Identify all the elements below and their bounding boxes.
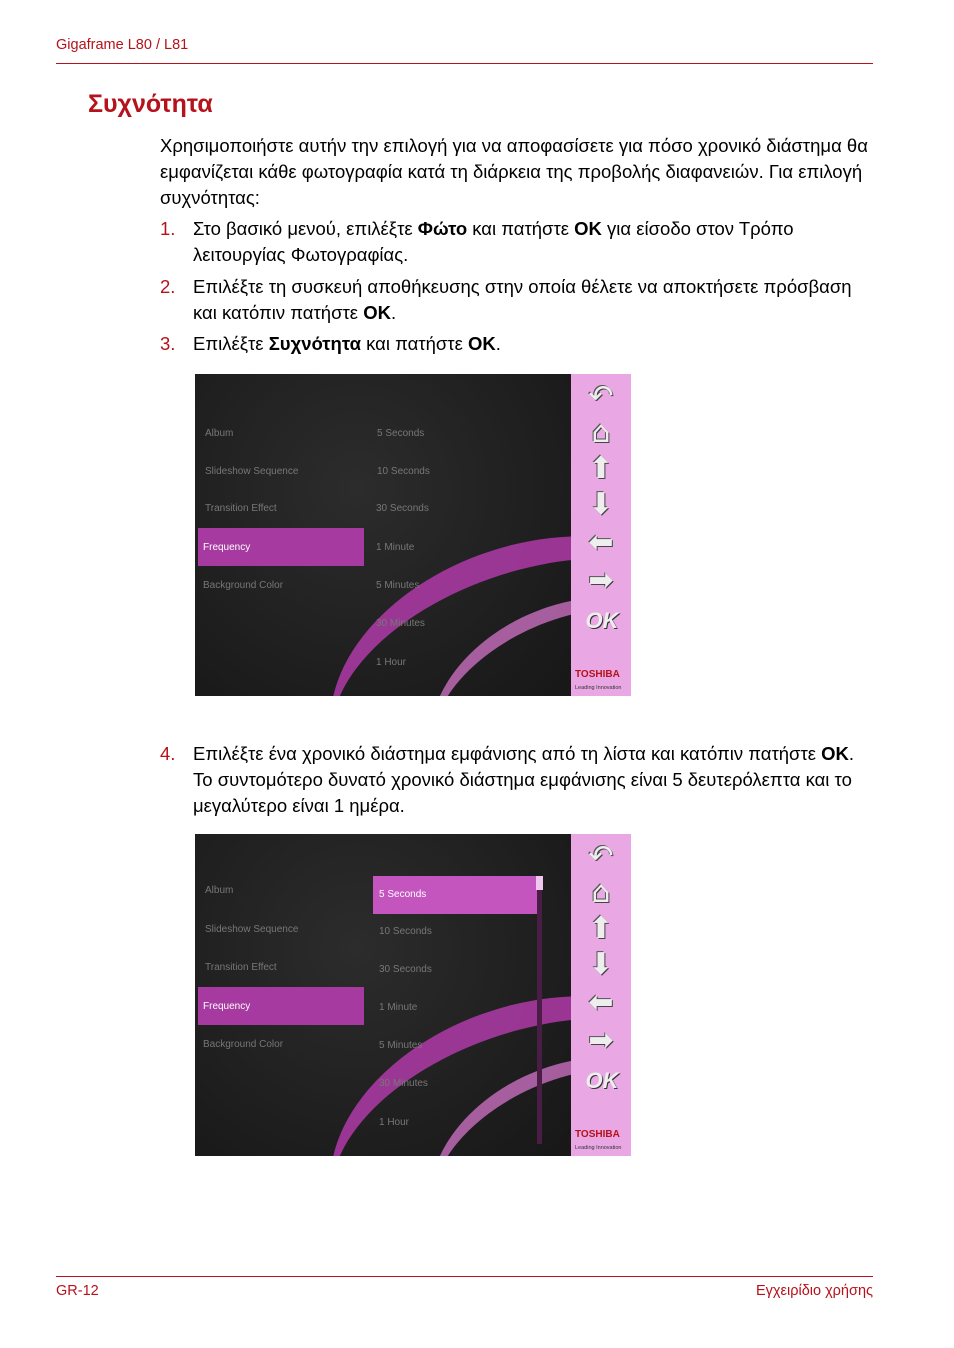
menu-item-transition-effect: Transition Effect: [205, 962, 277, 973]
running-header: Gigaframe L80 / L81: [56, 37, 189, 53]
ok-button[interactable]: OK: [585, 608, 619, 633]
menu-item-album: Album: [205, 885, 234, 896]
step-text: Επιλέξτε Συχνότητα και πατήστε OK.: [193, 333, 501, 354]
scrollbar-thumb[interactable]: [536, 876, 543, 890]
scrollbar[interactable]: [537, 876, 542, 1144]
home-icon[interactable]: ⌂: [591, 875, 611, 910]
step-4: [160, 741, 872, 819]
up-arrow-icon[interactable]: ⬆: [588, 911, 614, 946]
step-2: [160, 274, 872, 326]
back-arrow-icon[interactable]: ↶: [588, 379, 614, 414]
step-text: Επιλέξτε ένα χρονικό διάστημα εμφάνισης από τη λίστα και κατόπιν πατήστε OK. Το συντομότερο δυνατό χρονικό διάστημα εμφάνισης είναι 5 δευτερόλεπτα και το μεγαλύτερο είναι 1 ημέρα.: [193, 743, 855, 816]
section-title: Συχνότητα: [88, 90, 213, 118]
left-arrow-icon[interactable]: ⬅: [588, 525, 614, 560]
option-selected[interactable]: 5 Seconds: [379, 889, 427, 900]
page-number: GR-12: [56, 1283, 99, 1299]
right-arrow-icon[interactable]: ➡: [588, 1023, 614, 1058]
option[interactable]: 30 Minutes: [379, 1078, 428, 1089]
footer-rule: [56, 1276, 873, 1277]
menu-item-background-color: Background Color: [203, 580, 284, 591]
step-text: Επιλέξτε τη συσκευή αποθήκευσης στην οποία θέλετε να αποκτήσετε πρόσβαση και κατόπιν πατήστε OK.: [193, 276, 852, 323]
option[interactable]: 10 Seconds: [379, 926, 432, 937]
step-number: 3.: [160, 333, 176, 354]
header-rule: [56, 63, 873, 64]
option: 5 Seconds: [377, 428, 425, 439]
option: 1 Minute: [376, 542, 415, 553]
menu-item-slideshow-sequence: Slideshow Sequence: [205, 466, 299, 477]
option[interactable]: 30 Seconds: [379, 964, 432, 975]
toshiba-logo: TOSHIBA: [575, 1129, 620, 1140]
menu-item-transition-effect: Transition Effect: [205, 503, 277, 514]
navigation-panel: [571, 834, 631, 1156]
option: 5 Minutes: [376, 580, 420, 591]
step-3: [160, 331, 872, 357]
option: 1 Hour: [376, 657, 407, 668]
option: 30 Minutes: [376, 618, 425, 629]
step-number: 4.: [160, 743, 176, 764]
menu-item-album: Album: [205, 428, 234, 439]
intro-paragraph: Χρησιμοποιήστε αυτήν την επιλογή για να αποφασίσετε για πόσο χρονικό διάστημα θα εμφανίζεται κάθε φωτογραφία κατά τη διάρκεια της προβολής διαφανειών. Για επιλογή συχνότητας:: [160, 135, 868, 208]
menu-item-slideshow-sequence: Slideshow Sequence: [205, 924, 299, 935]
option: 10 Seconds: [377, 466, 430, 477]
down-arrow-icon[interactable]: ⬇: [588, 487, 614, 522]
ok-button[interactable]: OK: [585, 1068, 619, 1093]
step-number: 2.: [160, 276, 176, 297]
device-screenshot-frequency-options: [195, 834, 631, 1156]
home-icon[interactable]: ⌂: [591, 415, 611, 450]
navigation-panel: [571, 374, 631, 696]
step-text: Στο βασικό μενού, επιλέξτε Φώτο και πατήστε OK για είσοδο στον Τρόπο λειτουργίας Φωτογραφίας.: [193, 218, 794, 265]
option: 30 Seconds: [376, 503, 429, 514]
up-arrow-icon[interactable]: ⬆: [588, 451, 614, 486]
tagline: Leading Innovation: [575, 1145, 622, 1151]
toshiba-logo: TOSHIBA: [575, 669, 620, 680]
step-number: 1.: [160, 218, 176, 239]
menu-item-frequency: Frequency: [203, 1001, 251, 1012]
menu-item-frequency: Frequency: [203, 542, 251, 553]
device-screenshot-frequency-menu: [195, 374, 631, 696]
down-arrow-icon[interactable]: ⬇: [588, 947, 614, 982]
option[interactable]: 5 Minutes: [379, 1040, 423, 1051]
back-arrow-icon[interactable]: ↶: [588, 839, 614, 874]
option[interactable]: 1 Hour: [379, 1117, 410, 1128]
tagline: Leading Innovation: [575, 685, 622, 691]
step-1: [160, 216, 872, 268]
menu-item-background-color: Background Color: [203, 1039, 284, 1050]
left-arrow-icon[interactable]: ⬅: [588, 985, 614, 1020]
option[interactable]: 1 Minute: [379, 1002, 418, 1013]
footer-manual-title: Εγχειρίδιο χρήσης: [756, 1283, 873, 1299]
right-arrow-icon[interactable]: ➡: [588, 563, 614, 598]
